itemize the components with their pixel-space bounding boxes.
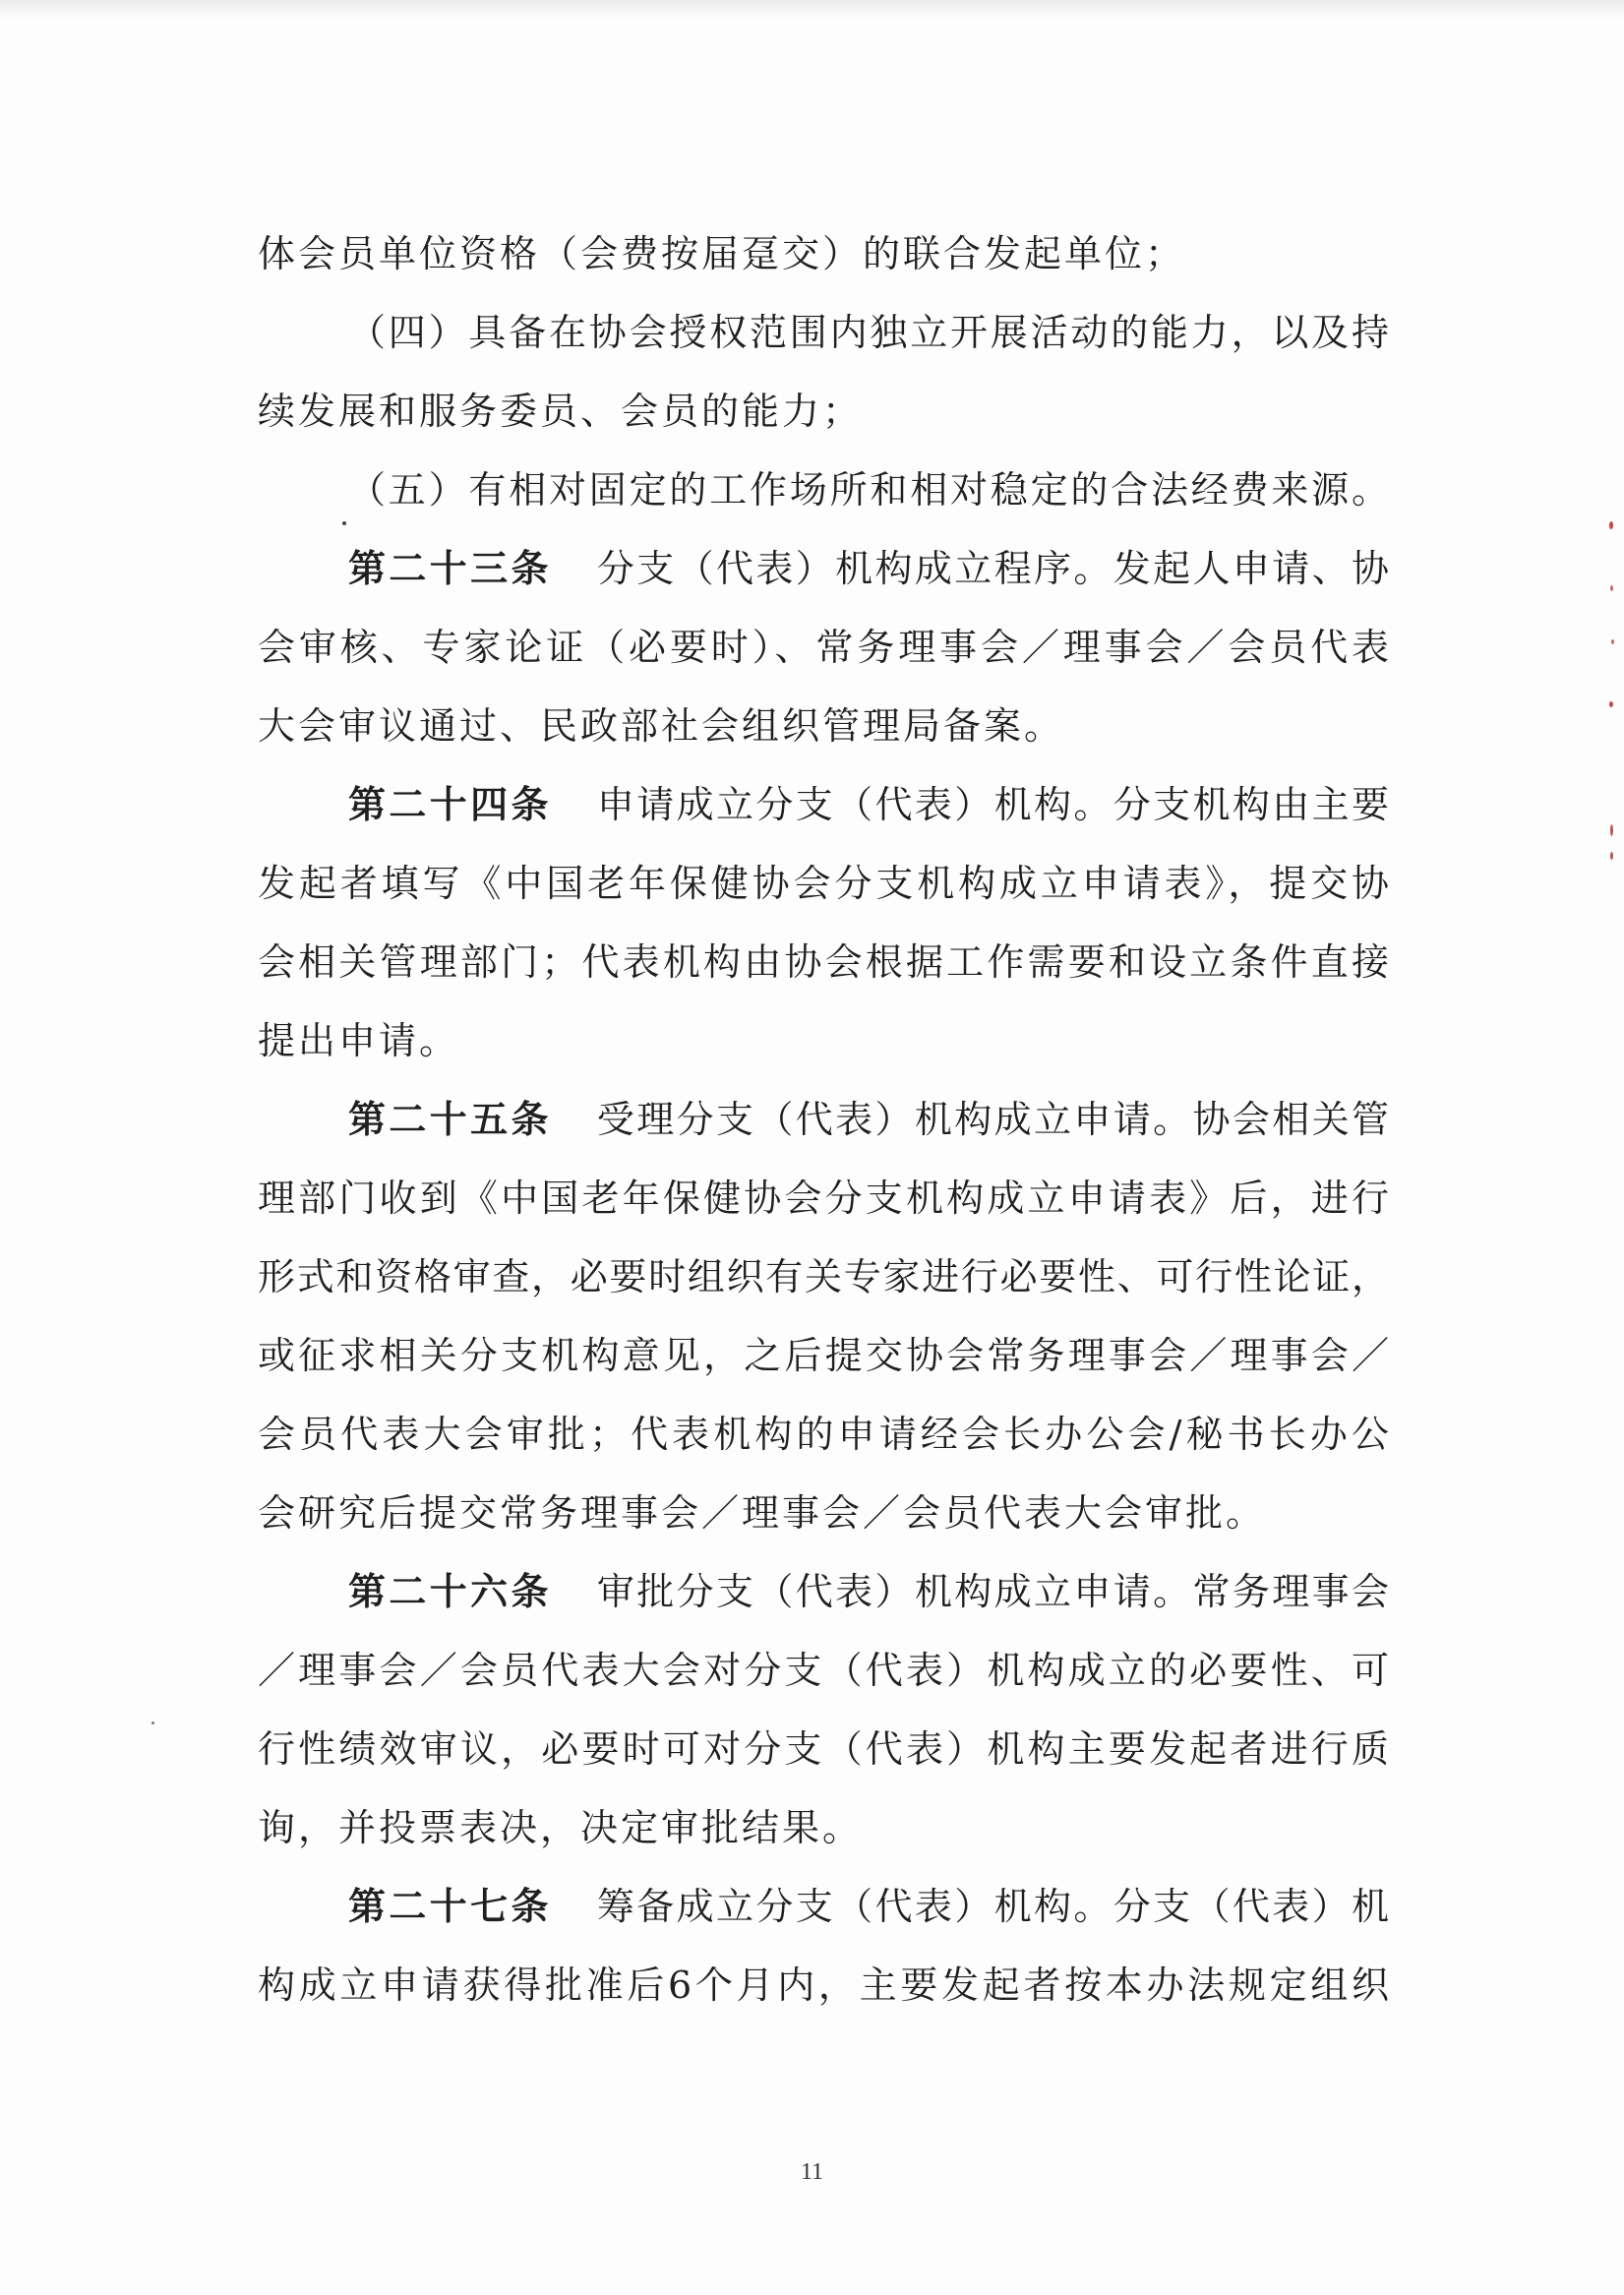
article-number: 第二十七条: [348, 1884, 552, 1928]
line-text: 大会审议通过、民政部社会组织管理局备案。: [258, 704, 1065, 748]
paragraph-line: [258, 1946, 1389, 2024]
page-number: 11: [800, 2159, 824, 2185]
article-paragraph-line: [348, 1552, 1389, 1631]
scan-speck: [342, 521, 346, 525]
line-text: 受理分支（代表）机构成立申请。协会相关管: [596, 1098, 1389, 1141]
article-number: 第二十五条: [348, 1097, 552, 1141]
scan-speck: [1610, 585, 1613, 591]
paragraph-line: [258, 1788, 1389, 1867]
paragraph-line: [258, 687, 1389, 765]
paragraph-line: [258, 1395, 1389, 1474]
line-text: 分支（代表）机构成立程序。发起人申请、协: [596, 547, 1389, 590]
line-text: 会相关管理部门；代表机构由协会根据工作需要和设立条件直接: [258, 940, 1389, 984]
paragraph-line: [258, 1238, 1389, 1316]
scan-speck: [1610, 852, 1613, 860]
scan-speck: [1610, 824, 1613, 836]
line-text: （四）具备在协会授权范围内独立开展活动的能力，以及持: [348, 311, 1389, 354]
line-text: 筹备成立分支（代表）机构。分支（代表）机: [596, 1885, 1389, 1928]
paragraph-line: [348, 451, 1389, 529]
article-number: 第二十三条: [348, 546, 552, 590]
line-text: 构成立申请获得批准后6个月内，主要发起者按本办法规定组织: [258, 1963, 1389, 2007]
article-number: 第二十六条: [348, 1569, 552, 1613]
line-text: 发起者填写《中国老年保健协会分支机构成立申请表》，提交协: [258, 862, 1389, 905]
line-text: 续发展和服务委员、会员的能力；: [258, 390, 864, 433]
scan-speck: [1609, 521, 1613, 529]
line-text: 会员代表大会审批；代表机构的申请经会长办公会/秘书长办公: [258, 1413, 1389, 1456]
article-number: 第二十四条: [348, 782, 552, 826]
paragraph-line: [258, 1631, 1389, 1710]
line-text: 审批分支（代表）机构成立申请。常务理事会: [596, 1570, 1389, 1613]
line-text: 询，并投票表决，决定审批结果。: [258, 1806, 864, 1849]
line-text: 形式和资格审查，必要时组织有关专家进行必要性、可行性论证，: [258, 1255, 1389, 1298]
paragraph-line: [258, 1316, 1389, 1395]
scan-speck: [1609, 701, 1613, 707]
line-text: 理部门收到《中国老年保健协会分支机构成立申请表》后，进行: [258, 1177, 1389, 1220]
scan-speck: [151, 1721, 154, 1724]
paragraph-line: [258, 1159, 1389, 1238]
article-paragraph-line: [348, 1867, 1389, 1946]
paragraph-line: [258, 214, 1389, 293]
article-paragraph-line: [348, 529, 1389, 608]
paragraph-line: [258, 1001, 1389, 1080]
paragraph-line: [258, 844, 1389, 923]
line-text: 会审核、专家论证（必要时）、常务理事会／理事会／会员代表: [258, 626, 1389, 669]
line-text: ／理事会／会员代表大会对分支（代表）机构成立的必要性、可: [258, 1649, 1389, 1692]
scan-edge-shadow: [0, 0, 1624, 20]
paragraph-line: [258, 1474, 1389, 1552]
line-text: 或征求相关分支机构意见，之后提交协会常务理事会／理事会／: [258, 1334, 1389, 1377]
paragraph-line: [258, 923, 1389, 1001]
line-text: 会研究后提交常务理事会／理事会／会员代表大会审批。: [258, 1491, 1267, 1535]
scan-speck: [1611, 639, 1614, 644]
paragraph-line: [258, 1710, 1389, 1788]
paragraph-line: [258, 608, 1389, 687]
paragraph-line: [348, 293, 1389, 372]
line-text: 体会员单位资格（会费按届趸交）的联合发起单位；: [258, 232, 1186, 275]
line-text: （五）有相对固定的工作场所和相对稳定的合法经费来源。: [348, 468, 1389, 512]
line-text: 提出申请。: [258, 1019, 460, 1062]
line-text: 申请成立分支（代表）机构。分支机构由主要: [596, 783, 1389, 826]
article-paragraph-line: [348, 765, 1389, 844]
paragraph-line: [258, 372, 1389, 451]
line-text: 行性绩效审议，必要时可对分支（代表）机构主要发起者进行质: [258, 1727, 1389, 1771]
article-paragraph-line: [348, 1080, 1389, 1159]
